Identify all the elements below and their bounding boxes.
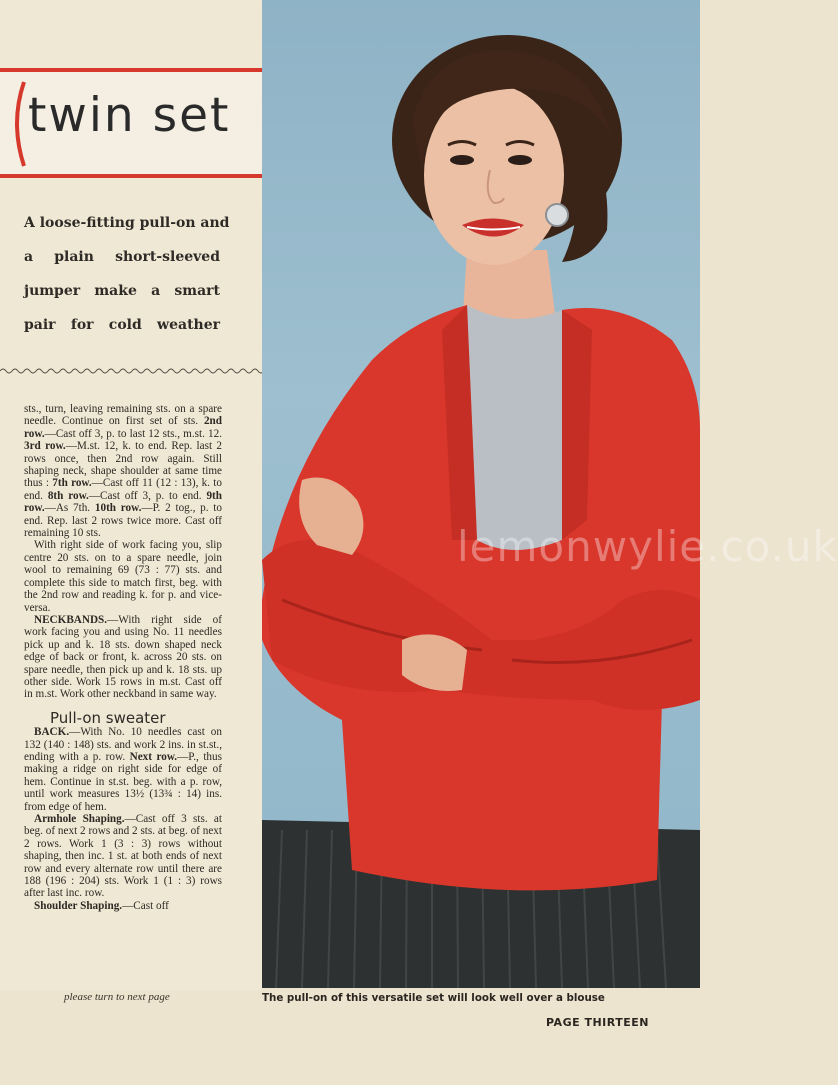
- model-photo: [262, 0, 838, 988]
- pattern-paragraph: With right side of work facing you, slip centre 20 sts. on to a spare needle, join wool to remaining 69 (73 : 77) sts. and complete this side to match first, beg. with the 2nd row and reading k. for p. and vice-versa.: [24, 539, 222, 614]
- wavy-divider: [0, 366, 262, 376]
- intro-line: pair for cold weather: [24, 317, 220, 333]
- model-illustration: [262, 0, 700, 988]
- watermark-text: lemonwylie.co.uk: [457, 522, 838, 571]
- pattern-paragraph: BACK.—With No. 10 needles cast on 132 (140 : 148) sts. and work 2 ins. in st.st., ending with a p. row. Next row.—P., thus making a ridge on right side for edge of hem. Continue in st.st. beg. with a p. row, until work measures 13½ (13¾ : 14) ins. from edge of hem.: [24, 726, 222, 813]
- page-title: twin set: [28, 88, 231, 143]
- turn-page-note: please turn to next page: [64, 991, 170, 1003]
- pattern-paragraph: Shoulder Shaping.—Cast off: [34, 899, 169, 912]
- pattern-paragraph: sts., turn, leaving remaining sts. on a spare needle. Continue on first set of sts. 2nd row.—Cast off 3, p. to last 12 sts., m.st. 12. 3rd row.—M.st. 12, k. to end. Rep. last 2 rows once, then 2nd row again. Still shaping neck, shape shoulder at same time thus : 7th row.—Cast off 11 (12 : 13), k. to end. 8th row.—Cast off 3, p. to end. 9th row.—As 7th. 10th row.—P. 2 tog., p. to end. Rep. last 2 rows twice more. Cast off remaining 10 sts.: [24, 403, 223, 540]
- intro-text: [24, 206, 230, 342]
- photo-caption: The pull-on of this versatile set will look well over a blouse: [262, 992, 605, 1004]
- intro-line: jumper make a smart: [24, 283, 220, 299]
- intro-line: A loose-fitting pull-on and: [24, 215, 230, 231]
- intro-line: a plain short-sleeved: [24, 249, 220, 265]
- page-number: PAGE THIRTEEN: [546, 1016, 649, 1029]
- pattern-paragraph: NECKBANDS.—With right side of work facing you and using No. 11 needles pick up and k. 18 sts. down shaped neck edge of back or front, k. across 20 sts. on spare needle, then pick up and k. 18 sts. up other side. Work 15 rows in m.st. Cast off in m.st. Work other neckband in same way.: [24, 613, 222, 701]
- left-column: [0, 0, 262, 990]
- section-heading: Pull-on sweater: [50, 708, 166, 727]
- pattern-instructions: [24, 403, 222, 912]
- pattern-paragraph: Armhole Shaping.—Cast off 3 sts. at beg. of next 2 rows and 2 sts. at beg. of next 2 rows. Work 1 (3 : 3) rows without shaping, then inc. 1 st. at both ends of next row and every alternate row until there are 188 (196 : 204) sts. Work 1 (1 : 3) rows after last inc. row.: [24, 813, 222, 900]
